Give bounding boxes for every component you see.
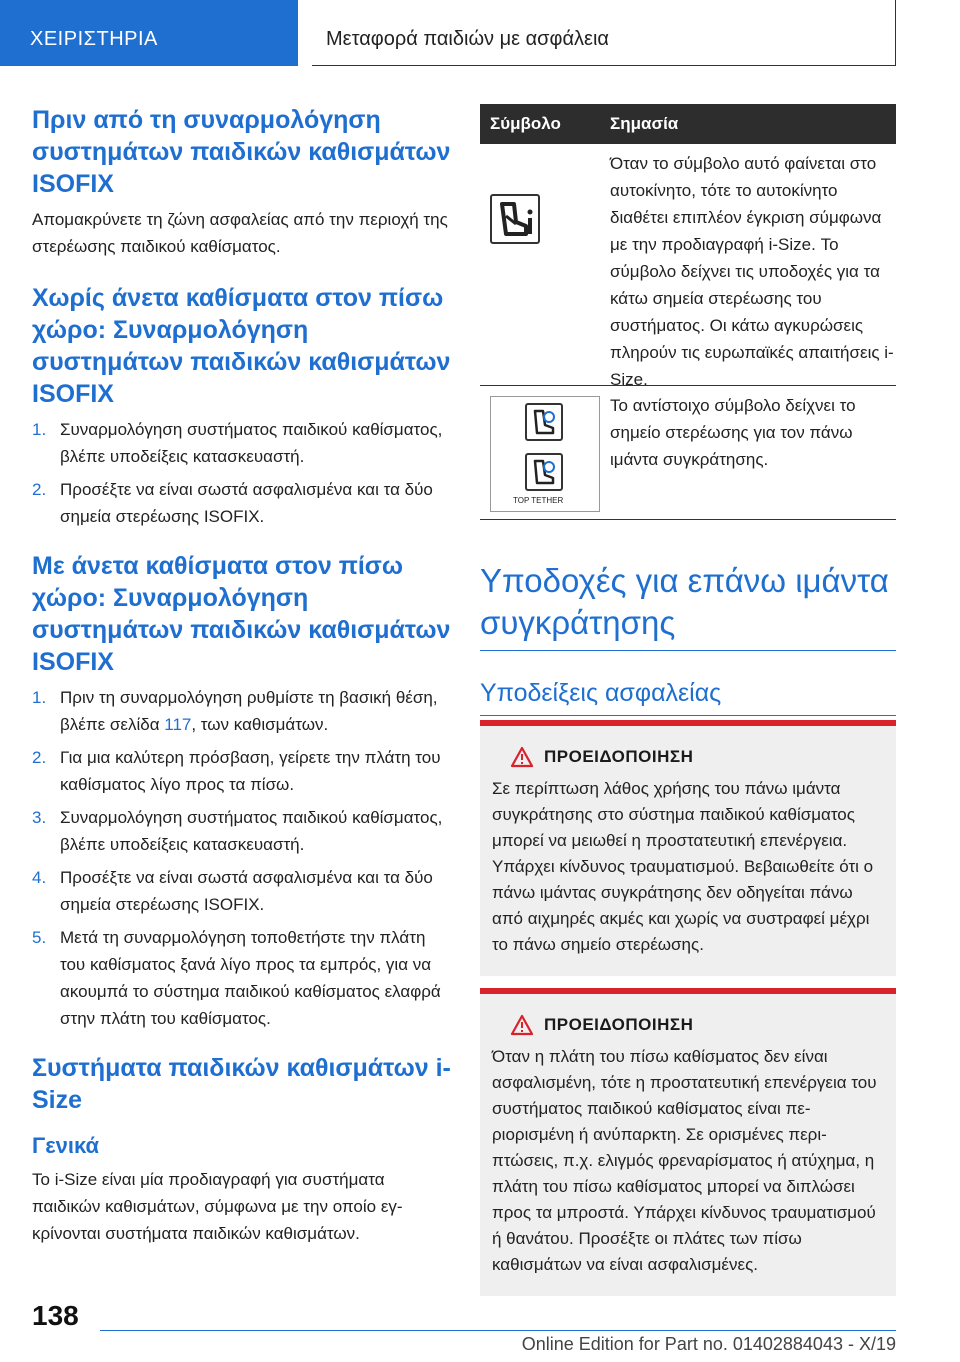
subsection-title-safety: Υποδείξεις ασφαλείας [480, 677, 896, 716]
table-row [480, 386, 896, 520]
step-number: 5. [32, 928, 47, 947]
step-text: Προσέξτε να είναι σωστά ασφαλισμένα και τα δύο σημεία στερέωσης ISOFIX. [60, 480, 433, 526]
table-row [480, 144, 896, 389]
symbol-frame [490, 396, 600, 512]
top-tether-label: TOP TETHER [513, 496, 564, 505]
step-text: Προσέξτε να είναι σωστά ασφαλισμένα και τα δύο σημεία στερέωσης ISOFIX. [60, 868, 433, 914]
page-number: 138 [32, 1300, 79, 1331]
list-item [32, 924, 452, 1032]
table-cell-meaning: Το αντίστοιχο σύμβολο δείχνει το σημείο στερέωσης για τον πάνω ιμάντα συγκράτησης. [610, 396, 856, 469]
section-text-isize: Το i-Size είναι μία προδιαγραφή για συστήματα παιδικών καθισμάτων, σύμφωνα με την οποίο εγκρίνονται συστήματα παιδικών καθισμάτων. [32, 1170, 403, 1243]
section-title-before-assembly: Πριν από τη συναρμολόγηση συστημάτων παιδικών καθισμάτων ISOFIX [32, 106, 451, 198]
list-item [32, 864, 452, 918]
section-title-without-comfort-seats: Χωρίς άνετα καθίσματα στον πίσω χώρο: Συναρμολόγηση συστημάτων παιδικών καθισμάτων ISOFIX [32, 284, 451, 408]
steps-with-comfort-seats [32, 684, 452, 1032]
table-header [480, 104, 896, 144]
step-number: 1. [32, 688, 47, 707]
step-text: Συναρμολόγηση συστήματος παιδικού καθίσματος, βλέπε υποδείξεις κατασκευαστή. [60, 808, 443, 854]
header-chapter-label: Μεταφορά παιδιών με ασφάλεια [326, 28, 609, 50]
list-item [32, 684, 452, 738]
table-header-meaning: Σημασία [610, 114, 679, 133]
right-column [480, 104, 896, 1296]
step-number: 4. [32, 868, 47, 887]
isize-seat-icon [490, 194, 540, 244]
header-section-label: ΧΕΙΡΙΣΤΗΡΙΑ [30, 28, 158, 50]
footer-edition: Online Edition for Part no. 01402884043 - X/19 [521, 1334, 896, 1354]
page-reference-link[interactable]: 117 [164, 715, 192, 734]
table-cell-meaning: Όταν το σύμβολο αυτό φαίνεται στο αυτοκίνητο, τότε το αυτοκίνητο διαθέτει επιπλέον έγκριση σύμφωνα με την προδιαγραφή i-Size. Το σύμβολο δείχνει τις υποδοχές για τα κάτω σημεία στερέωσης του συστήματος. Οι κάτω αγκυρώσεις πληρούν τις ευρωπαϊκές απαιτήσεις i-Size. [610, 154, 894, 389]
step-text: Για μια καλύτερη πρόσβαση, γείρετε την πλάτη του καθίσματος λίγο προς τα πίσω. [60, 748, 441, 794]
warning-triangle-icon [510, 746, 534, 768]
list-item [32, 476, 452, 530]
isofix-seat-icon [525, 403, 563, 441]
warning-box-1 [480, 720, 896, 976]
step-number: 2. [32, 480, 47, 499]
warning-header [492, 746, 884, 768]
list-item [32, 804, 452, 858]
list-item [32, 744, 452, 798]
step-text: Συναρμολόγηση συστήματος παιδικού καθίσματος, βλέπε υποδείξεις κατασκευαστή. [60, 420, 443, 466]
section-title-with-comfort-seats: Με άνετα καθίσματα στον πίσω χώρο: Συναρμολόγηση συστημάτων παιδικών καθισμάτων ISOFIX [32, 552, 451, 676]
table-header-symbol: Σύμβολο [490, 114, 561, 133]
warning-text: Σε περίπτωση λάθος χρήσης του πάνω ιμάντα συγκράτησης στο σύστημα παιδικού καθίσματος μπορεί να μειωθεί η προστατευτική επενέργεια. Υπάρχει κίνδυνος τραυματισμού. Βεβαιωθείτε ότι ο πάνω ιμάντας συγκράτησης δεν οδηγείται πάνω από αιχμηρές ακμές και χωρίς να συστραφεί μέχρι το πάνω σημείο στερέωσης. [492, 779, 874, 954]
step-text: Πριν τη συναρμολόγηση ρυθμίστε τη βασική θέση, βλέπε σελίδα [60, 688, 438, 734]
header-chapter-box [312, 0, 896, 66]
step-number: 2. [32, 748, 47, 767]
warning-header [492, 1014, 884, 1036]
warning-text: Όταν η πλάτη του πίσω καθίσματος δεν είναι ασφαλισμένη, τότε η προστατευτική επενέργεια του συστήματος παιδικού καθίσματος είναι περιορισμένη ή ανύπαρκτη. Σε ορισμένες περιπτώσεις, π.χ. ελιγμός φρεναρίσματος ή ατύχημα, η πλάτη του πίσω καθίσματος μπορεί να διπλώσει προς τα μπροστά. Υπάρχει κίνδυνος τραυματισμού ή θανάτου. Προσέξτε οι πλάτες των πίσω καθισμάτων να είναι ασφαλισμένες. [492, 1047, 877, 1274]
step-number: 3. [32, 808, 47, 827]
warning-box-2 [480, 988, 896, 1296]
step-text: Μετά τη συναρμολόγηση τοποθετήστε την πλάτη του καθίσματος ξανά λίγο προς τα εμπρός, για να ακουμπά το σύστημα παιδικού καθίσματος ελαφρά στην πλάτη του καθίσματος. [60, 928, 441, 1028]
header-section-tab [0, 0, 298, 66]
left-column [32, 104, 452, 1247]
step-number: 1. [32, 420, 47, 439]
top-tether-seat-icon [525, 453, 563, 491]
step-text: , των καθισμάτων. [191, 715, 329, 734]
warning-triangle-icon [510, 1014, 534, 1036]
subsection-title-general: Γενικά [32, 1133, 100, 1158]
warning-label: ΠΡΟΕΙΔΟΠΟΙΗΣΗ [544, 747, 694, 766]
warning-label: ΠΡΟΕΙΔΟΠΟΙΗΣΗ [544, 1015, 694, 1034]
section-title-isize: Συστήματα παιδικών καθισμάτων i-Size [32, 1054, 451, 1114]
section-text-before-assembly: Απομακρύνετε τη ζώνη ασφαλείας από την περιοχή της στερέωσης παιδικού καθίσματος. [32, 210, 448, 256]
section-title-top-tether: Υποδοχές για επάνω ιμάντα συγκράτησης [480, 560, 896, 651]
footer-divider [100, 1330, 896, 1331]
steps-without-comfort-seats [32, 416, 452, 530]
list-item [32, 416, 452, 470]
symbol-table [480, 104, 896, 520]
